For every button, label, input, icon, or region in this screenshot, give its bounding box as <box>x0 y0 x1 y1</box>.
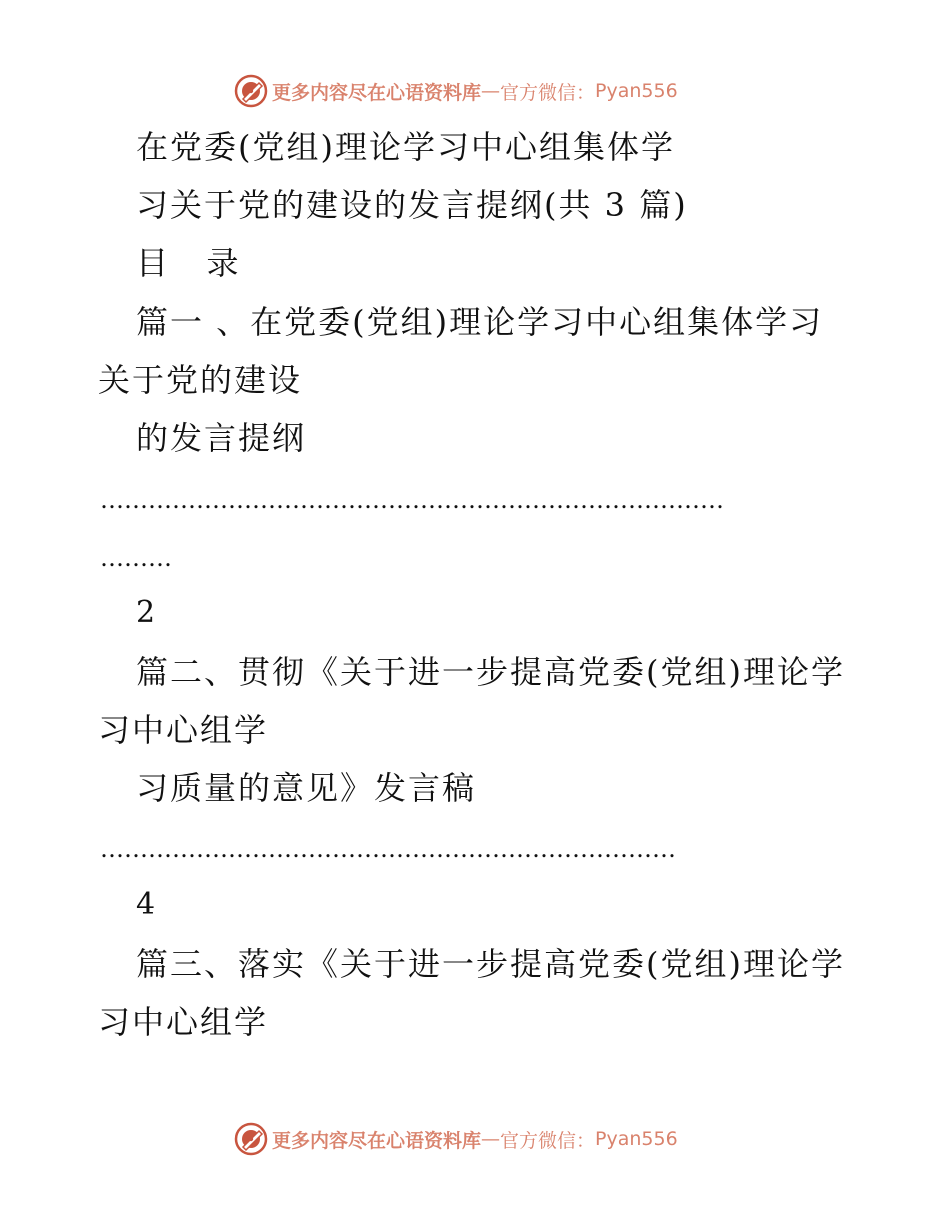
watermark-separator: — <box>481 80 501 102</box>
watermark-separator: — <box>481 1128 501 1150</box>
toc-entry-2-page-number: 4 <box>136 887 156 922</box>
watermark-wechat-id: Pyan556 <box>595 80 678 102</box>
toc-entry-3-line-2: 习中心组学 <box>98 1003 269 1041</box>
toc-entry-1-line-3: 的发言提纲 <box>136 419 307 457</box>
toc-entry-1-leader-2: ……… <box>100 544 172 572</box>
document-title-line-2: 习关于党的建设的发言提纲(共 3 篇) <box>136 186 688 224</box>
watermark-label: 官方微信： <box>500 1129 596 1152</box>
toc-entry-2-line-3: 习质量的意见》发言稿 <box>136 769 477 807</box>
toc-entry-2-line-2: 习中心组学 <box>98 711 269 749</box>
toc-entry-2-line-1: 篇二、贯彻《关于进一步提高党委(党组)理论学 <box>136 653 845 691</box>
watermark-header <box>234 71 678 111</box>
watermark-text: 更多内容尽在心语资料库 <box>272 1129 482 1152</box>
toc-heading: 目 录 <box>136 244 241 282</box>
watermark-footer <box>234 1119 678 1159</box>
pen-nib-logo-icon <box>234 74 268 108</box>
watermark-text: 更多内容尽在心语资料库 <box>272 81 482 104</box>
toc-entry-3-line-1: 篇三、落实《关于进一步提高党委(党组)理论学 <box>136 945 845 983</box>
watermark-label: 官方微信： <box>500 81 596 104</box>
watermark-wechat-id: Pyan556 <box>595 1128 678 1150</box>
toc-entry-1-line-2: 关于党的建设 <box>98 361 303 399</box>
pen-nib-logo-icon <box>234 1122 268 1156</box>
toc-entry-1-leader-1: …………………………………………………………………… <box>100 486 724 514</box>
toc-entry-2-leader: ……………………………………………………………… <box>100 835 676 863</box>
toc-entry-1-page-number: 2 <box>136 595 156 630</box>
toc-entry-1-line-1: 篇一 、在党委(党组)理论学习中心组集体学习 <box>136 303 824 341</box>
document-title-line-1: 在党委(党组)理论学习中心组集体学 <box>136 128 675 166</box>
